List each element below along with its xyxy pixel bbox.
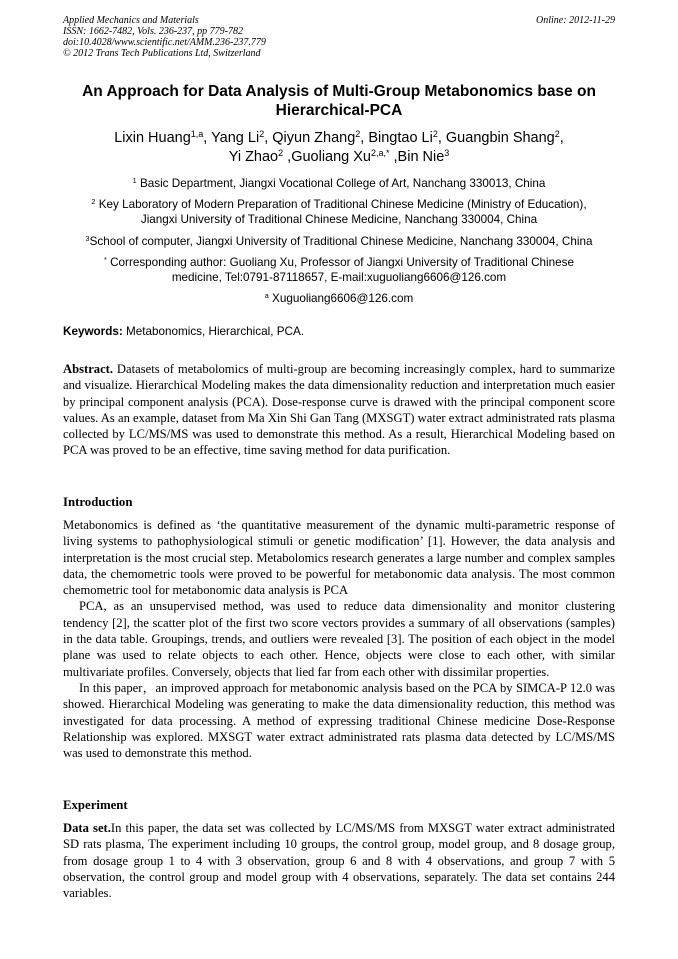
author-separator: , — [283, 149, 292, 165]
email-mark: a — [264, 291, 269, 301]
intro-paragraph-3: In this paper，an improved approach for metabonomic analysis based on the PCA by SIMCA-P 12.0 was showed. Hierarchical Modeling was generating to make the data dimensionality reduction, this method was investigated for data processing. A method of expressing traditional Chinese medicine Dose-Response Relationship was explored. MXSGT water extract administrated rats plasma data detected by LC/MS/MS was used to demonstrate this method. — [63, 680, 615, 761]
author-name: Guoliang Xu — [291, 149, 371, 165]
author-separator: , — [559, 130, 564, 146]
author-affiliation-mark: 2 — [259, 129, 265, 140]
corresponding-line2: medicine, Tel:0791-87118657, E-mail:xuguoliang6606@126.com — [171, 271, 507, 284]
author — [272, 130, 368, 146]
corresponding-author — [55, 255, 623, 285]
author-affiliation-mark: 1,a — [190, 129, 204, 140]
author-separator: , — [203, 130, 212, 146]
author-affiliation-mark: 2 — [554, 129, 560, 140]
affiliation-2 — [55, 197, 623, 227]
dataset-label: Data set. — [63, 821, 111, 835]
email-text: Xuguoliang6606@126.com — [272, 292, 414, 305]
author-name: Bin Nie — [397, 149, 445, 165]
author-name: Yang Li — [211, 130, 260, 146]
affiliation-2-mark: 2 — [91, 197, 96, 207]
author-separator: , — [264, 130, 273, 146]
keywords-label: Keywords: — [63, 325, 123, 338]
abstract-label: Abstract. — [63, 362, 114, 376]
copyright-line: © 2012 Trans Tech Publications Ltd, Switzerland — [63, 48, 261, 59]
affiliation-3-mark: 3 — [85, 234, 90, 244]
affiliation-1 — [55, 176, 623, 191]
author-email — [55, 291, 623, 306]
affiliation-2-line2: Jiangxi University of Traditional Chinese Medicine, Nanchang 330004, China — [140, 213, 538, 226]
author-name: Bingtao Li — [368, 130, 433, 146]
abstract-text: Datasets of metabolomics of multi-group are becoming increasingly complex, hard to summarize and visualize. Hierarchical Modeling makes the data dimensionality reduction and interpretation much easier by principal component analysis (PCA). Dose-response curve is drawed with the principal component score values. As an example, dataset from Ma Xin Shi Gan Tang (MXSGT) water extract administrated rats plasma collected by LC/MS/MS was used to demonstrate this method. As a result, Hierarchical Modeling based on PCA was proved to be an effective, time saving method for data purification. — [63, 362, 615, 458]
intro-paragraph-2: PCA, as an unsupervised method, was used to reduce data dimensionality and monitor clustering tendency [2], the scatter plot of the first two score vectors provides a summary of all observations (samples) in the data table. Groupings, trends, and outliers were revealed [3]. The position of each object in the model plane was used to relate objects to each other. Hence, objects were close to each other, with similar multivariate profiles. Conversely, objects that lied far from each other with dissimilar properties. — [63, 599, 615, 679]
introduction-body — [63, 517, 615, 761]
experiment-heading: Experiment — [63, 798, 128, 812]
author-name: Guangbin Shang — [445, 130, 555, 146]
author-name: Yi Zhao — [228, 149, 279, 165]
author-separator: , — [389, 149, 398, 165]
abstract — [63, 361, 615, 459]
author — [398, 149, 450, 165]
affiliation-1-text: Basic Department, Jiangxi Vocational College of Art, Nanchang 330013, China — [139, 177, 546, 190]
keywords — [63, 324, 623, 339]
author — [446, 130, 564, 146]
dataset-text: In this paper, the data set was collected by LC/MS/MS from MXSGT water extract administrated SD rats plasma, The experiment including 10 groups, the control group, model group, and 8 dosage group, from dosage group 1 to 4 with 3 observation, group 6 and 8 with 4 observations, and group 7 with 5 observation, the control group and model group with 4 observations, separately. The data set contains 244 variables. — [63, 821, 615, 901]
author-affiliation-mark: 2 — [432, 129, 438, 140]
affiliation-1-mark: 1 — [132, 176, 137, 186]
dataset-paragraph — [63, 820, 615, 901]
author-name: Lixin Huang — [114, 130, 191, 146]
introduction-heading: Introduction — [63, 495, 133, 509]
affiliation-3 — [55, 234, 623, 249]
author — [291, 149, 397, 165]
online-date: Online: 2012-11-29 — [536, 15, 615, 26]
author-name: Qiyun Zhang — [272, 130, 356, 146]
author-affiliation-mark: 2,a,* — [371, 148, 390, 159]
affiliation-3-text: School of computer, Jiangxi University of Traditional Chinese Medicine, Nanchang 330004, China — [89, 235, 593, 248]
corresponding-mark: * — [104, 255, 107, 265]
author-list — [63, 129, 615, 167]
corresponding-line1: Corresponding author: Guoliang Xu, Professor of Jiangxi University of Traditional Chinese — [110, 256, 574, 269]
keywords-text: Metabonomics, Hierarchical, PCA. — [122, 325, 304, 338]
author — [368, 130, 446, 146]
author — [114, 130, 211, 146]
journal-header — [63, 15, 266, 59]
doi-line: doi:10.4028/www.scientific.net/AMM.236-237.779 — [63, 37, 266, 48]
author-separator: , — [360, 130, 369, 146]
affiliation-2-line1: Key Laboratory of Modern Preparation of Traditional Chinese Medicine (Ministry of Education), — [98, 198, 587, 211]
author-affiliation-mark: 2 — [355, 129, 361, 140]
author-affiliation-mark: 2 — [278, 148, 284, 159]
author — [229, 149, 292, 165]
author — [211, 130, 272, 146]
intro-paragraph-1: Metabonomics is defined as ‘the quantitative measurement of the dynamic multi-parametric response of living systems to pathophysiological stimuli or genetic modification’ [1]. However, the data analysis and interpretation is the most crucial step. Metabolomics research generates a large number and complex samples data, the chemometric tools were proved to be powerful for metabonomic data analysis. The most common chemometric tool for metabonomic data analysis is PCA — [63, 518, 615, 598]
author-separator: , — [437, 130, 446, 146]
paper-title: An Approach for Data Analysis of Multi-Group Metabonomics base on Hierarchical-PCA — [82, 83, 596, 119]
author-affiliation-mark: 3 — [444, 148, 450, 159]
journal-name: Applied Mechanics and Materials — [63, 15, 199, 26]
issn-line: ISSN: 1662-7482, Vols. 236-237, pp 779-782 — [63, 26, 243, 37]
